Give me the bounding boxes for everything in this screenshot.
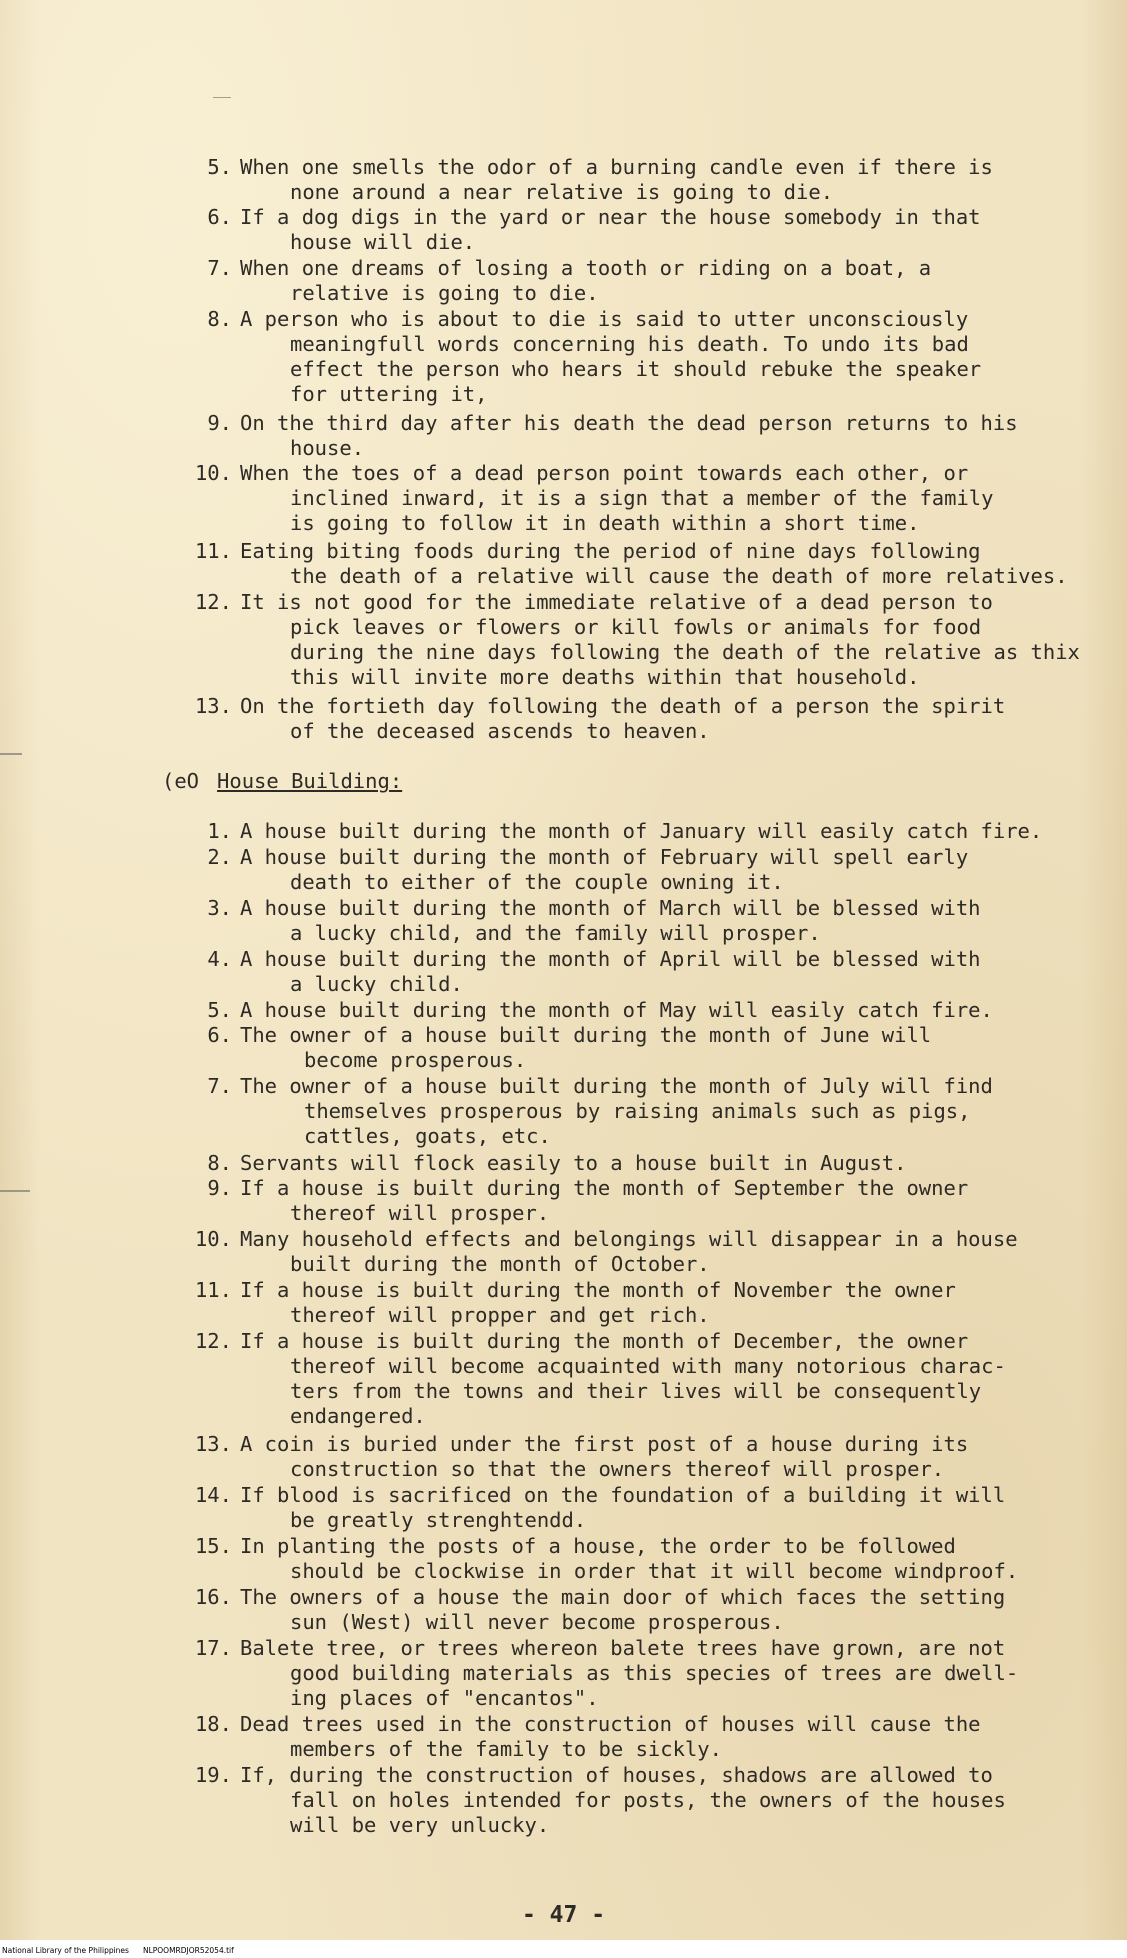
item-line: effect the person who hears it should rebuke the speaker (290, 357, 982, 381)
item-number: 5. (207, 998, 232, 1022)
item-line: a lucky child. (290, 972, 463, 996)
item-line: will be very unlucky. (290, 1813, 550, 1837)
item-number: 7. (207, 256, 232, 280)
list-item (192, 1278, 956, 1328)
item-line: sun (West) will never become prosperous. (290, 1610, 784, 1634)
footer-library: National Library of the Philippines (2, 1946, 129, 1955)
list-item (192, 256, 931, 306)
list-item (192, 896, 981, 946)
item-number: 3. (207, 896, 232, 920)
item-line: Eating biting foods during the period of nine days following (240, 539, 981, 563)
item-line: If a house is built during the month of September the owner (240, 1176, 969, 1200)
list-item (192, 1074, 993, 1149)
list-item (192, 1023, 931, 1073)
list-item (192, 1534, 1018, 1584)
item-line: death to either of the couple owning it. (290, 870, 784, 894)
item-number: 6. (207, 205, 232, 229)
item-number: 9. (207, 411, 232, 435)
list-item (192, 1176, 968, 1226)
item-number: 16. (194, 1585, 232, 1609)
item-number: 13. (194, 1432, 232, 1456)
item-line: The owner of a house built during the month of July will find (240, 1074, 993, 1098)
item-line: When the toes of a dead person point towards each other, or (240, 461, 969, 485)
item-line: built during the month of October. (290, 1252, 710, 1276)
item-line: A house built during the month of February will spell early (240, 845, 969, 869)
item-line: a lucky child, and the family will prosper. (290, 921, 821, 945)
item-line: this will invite more deaths within that household. (290, 665, 920, 689)
item-line: pick leaves or flowers or kill fowls or animals for food (290, 615, 982, 639)
item-line: A house built during the month of January will easily catch fire. (240, 819, 1043, 843)
section-marker: (eO (162, 769, 200, 793)
item-line: On the fortieth day following the death of a person the spirit (240, 694, 1006, 718)
item-line: If a house is built during the month of November the owner (240, 1278, 956, 1302)
item-line: A house built during the month of April will be blessed with (240, 947, 981, 971)
item-number: 11. (194, 539, 232, 563)
item-line: If blood is sacrificed on the foundation of a building it will (240, 1483, 1006, 1507)
item-line: A house built during the month of May will easily catch fire. (240, 998, 993, 1022)
item-number: 6. (207, 1023, 232, 1047)
item-line: is going to follow it in death within a short time. (290, 511, 920, 535)
item-line: When one dreams of losing a tooth or riding on a boat, a (240, 256, 932, 280)
item-line: It is not good for the immediate relative of a dead person to (240, 590, 993, 614)
item-number: 15. (194, 1534, 232, 1558)
list-item (192, 307, 981, 407)
item-number: 2. (207, 845, 232, 869)
item-line: of the deceased ascends to heaven. (290, 719, 710, 743)
list-item (192, 1329, 1006, 1429)
item-line: Many household effects and belongings will disappear in a house (240, 1227, 1018, 1251)
item-line: inclined inward, it is a sign that a member of the family (290, 486, 994, 510)
list-item (192, 694, 1005, 744)
item-line: during the nine days following the death of the relative as thix (290, 640, 1080, 664)
item-line: ters from the towns and their lives will be consequently (290, 1379, 982, 1403)
item-line: themselves prosperous by raising animals such as pigs, (304, 1099, 971, 1123)
list-item (192, 539, 1068, 589)
item-number: 5. (207, 155, 232, 179)
list-item (192, 998, 993, 1023)
item-line: A person who is about to die is said to utter unconsciously (240, 307, 969, 331)
list-item (192, 1432, 968, 1482)
list-item (192, 1585, 1005, 1635)
item-number: 19. (194, 1763, 232, 1787)
list-item (192, 1227, 1018, 1277)
list-item (192, 947, 981, 997)
section-title: House Building: (217, 769, 403, 793)
section-heading (162, 769, 402, 794)
list-item (192, 1483, 1005, 1533)
item-line: none around a near relative is going to die. (290, 180, 834, 204)
item-line: house will die. (290, 230, 476, 254)
item-line: In planting the posts of a house, the order to be followed (240, 1534, 956, 1558)
list-item (192, 845, 968, 895)
list-item (192, 411, 1018, 461)
item-line: The owner of a house built during the month of June will (240, 1023, 932, 1047)
list-item (192, 1712, 981, 1762)
item-line: If a dog digs in the yard or near the house somebody in that (240, 205, 981, 229)
item-line: be greatly strenghtendd. (290, 1508, 587, 1532)
item-line: A house built during the month of March will be blessed with (240, 896, 981, 920)
item-line: thereof will prosper. (290, 1201, 550, 1225)
item-line: thereof will propper and get rich. (290, 1303, 710, 1327)
page-number: - 47 - (521, 1902, 606, 1928)
item-line: cattles, goats, etc. (304, 1124, 551, 1148)
item-line: good building materials as this species of trees are dwell- (290, 1661, 1019, 1685)
item-number: 13. (194, 694, 232, 718)
item-line: The owners of a house the main door of which faces the setting (240, 1585, 1006, 1609)
item-line: A coin is buried under the first post of a house during its (240, 1432, 969, 1456)
stray-mark (0, 753, 22, 755)
item-number: 8. (207, 307, 232, 331)
list-item (192, 205, 981, 255)
item-number: 4. (207, 947, 232, 971)
scan-footer (2, 1946, 248, 1955)
item-number: 17. (194, 1636, 232, 1660)
item-line: relative is going to die. (290, 281, 599, 305)
item-line: meaningfull words concerning his death. To undo its bad (290, 332, 969, 356)
list-item (192, 1763, 1006, 1838)
item-number: 7. (207, 1074, 232, 1098)
item-line: endangered. (290, 1404, 426, 1428)
list-item (192, 1636, 1018, 1711)
item-number: 10. (194, 1227, 232, 1251)
item-line: Dead trees used in the construction of houses will cause the (240, 1712, 981, 1736)
item-line: should be clockwise in order that it will become windproof. (290, 1559, 1019, 1583)
item-line: Servants will flock easily to a house built in August. (240, 1151, 907, 1175)
list-item (192, 155, 993, 205)
item-line: construction so that the owners thereof will prosper. (290, 1457, 945, 1481)
item-number: 10. (194, 461, 232, 485)
item-line: house. (290, 436, 365, 460)
item-line: the death of a relative will cause the death of more relatives. (290, 564, 1068, 588)
list-item (192, 1151, 906, 1176)
item-line: If, during the construction of houses, shadows are allowed to (240, 1763, 993, 1787)
stray-mark (213, 97, 231, 98)
item-number: 11. (194, 1278, 232, 1302)
stray-mark (0, 1190, 30, 1192)
list-item (192, 461, 994, 536)
item-number: 8. (207, 1151, 232, 1175)
item-line: become prosperous. (304, 1048, 527, 1072)
item-number: 12. (194, 590, 232, 614)
item-line: On the third day after his death the dead person returns to his (240, 411, 1018, 435)
item-number: 14. (194, 1483, 232, 1507)
item-line: for uttering it, (290, 382, 488, 406)
item-line: ing places of "encantos". (290, 1686, 599, 1710)
item-number: 9. (207, 1176, 232, 1200)
item-number: 18. (194, 1712, 232, 1736)
item-number: 1. (207, 819, 232, 843)
item-line: thereof will become acquainted with many notorious charac- (290, 1354, 1006, 1378)
item-line: When one smells the odor of a burning candle even if there is (240, 155, 993, 179)
item-line: If a house is built during the month of December, the owner (240, 1329, 969, 1353)
item-number: 12. (194, 1329, 232, 1353)
list-item (192, 590, 1080, 690)
item-line: Balete tree, or trees whereon balete trees have grown, are not (240, 1636, 1006, 1660)
list-item (192, 819, 1042, 844)
footer-file: NLPOOMRDJOR52054.tif (142, 1946, 234, 1955)
item-line: members of the family to be sickly. (290, 1737, 722, 1761)
item-line: fall on holes intended for posts, the owners of the houses (290, 1788, 1006, 1812)
